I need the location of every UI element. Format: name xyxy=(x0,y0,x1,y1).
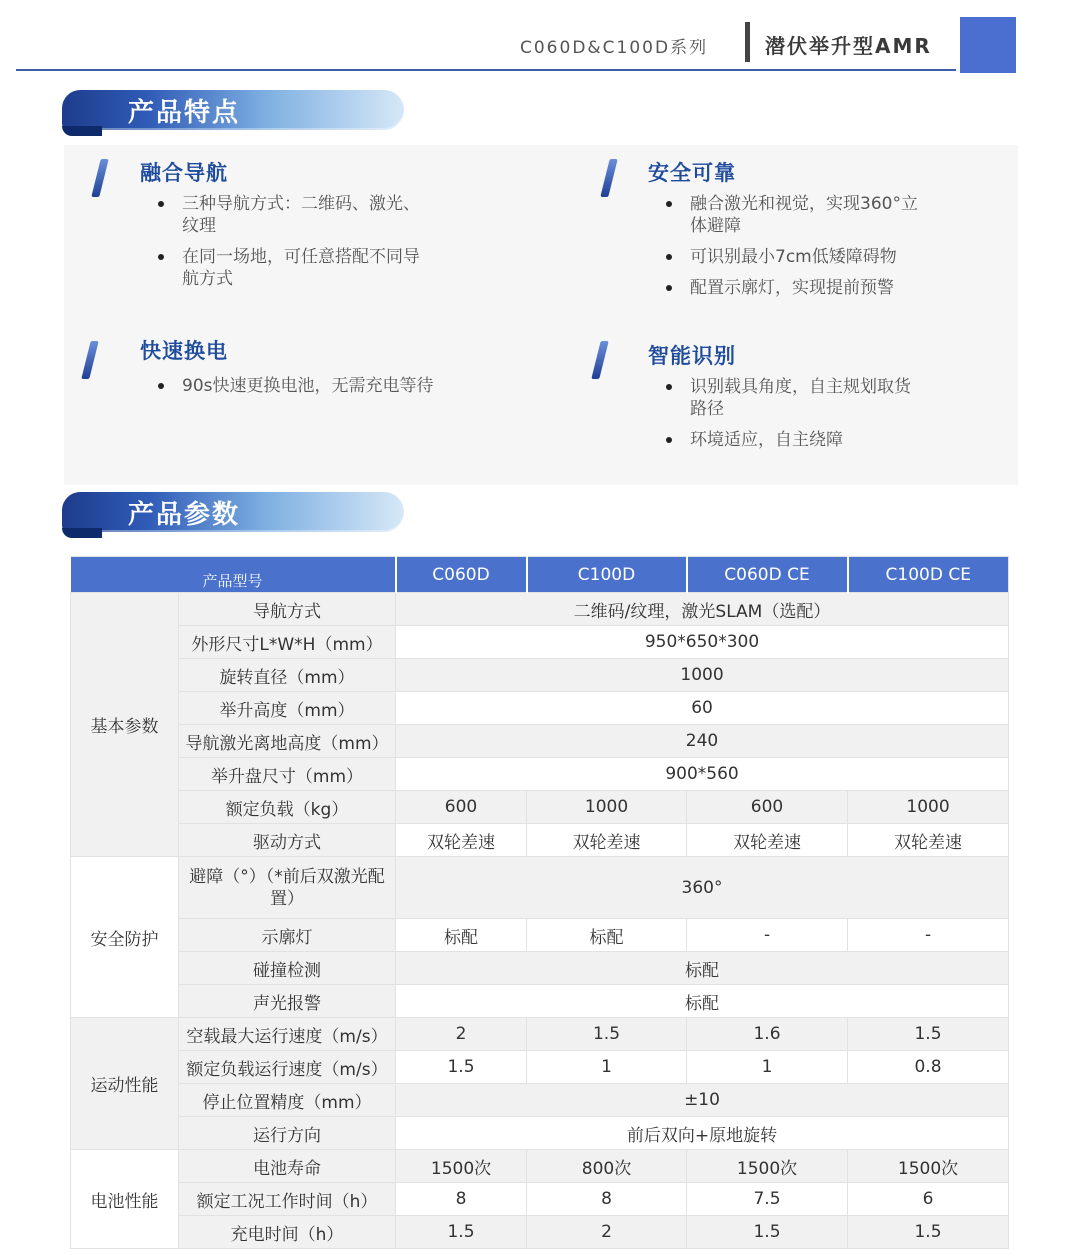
model-column-header: C100D xyxy=(527,557,687,593)
category-cell: 基本参数 xyxy=(71,593,179,857)
row-label: 额定负载（kg） xyxy=(179,791,396,824)
row-value: 950*650*300 xyxy=(396,626,1009,659)
features-section-title: 产品特点 xyxy=(128,98,241,128)
slash-icon xyxy=(591,341,608,379)
feature-list xyxy=(664,376,924,460)
row-label: 停止位置精度（mm） xyxy=(179,1084,396,1117)
row-value: 7.5 xyxy=(687,1183,848,1216)
model-column-header: C060D CE xyxy=(687,557,848,593)
row-value: 0.8 xyxy=(848,1051,1009,1084)
row-value: 1000 xyxy=(848,791,1009,824)
list-item: 三种导航方式：二维码、激光、纹理 xyxy=(156,193,426,237)
row-label: 电池寿命 xyxy=(179,1150,396,1183)
row-value: 1 xyxy=(527,1051,687,1084)
feature-title: 安全可靠 xyxy=(648,161,736,185)
feature-title: 快速换电 xyxy=(140,339,228,363)
feature-title: 智能识别 xyxy=(648,344,736,368)
row-label: 举升高度（mm） xyxy=(179,692,396,725)
row-value: 双轮差速 xyxy=(527,824,687,857)
table-row xyxy=(71,593,1009,626)
slash-icon xyxy=(91,159,108,197)
row-value: 1.6 xyxy=(687,1018,848,1051)
list-item: 环境适应，自主绕障 xyxy=(664,429,924,451)
row-label: 导航方式 xyxy=(179,593,396,626)
row-value: 前后双向+原地旋转 xyxy=(396,1117,1009,1150)
row-label: 示廓灯 xyxy=(179,919,396,952)
row-value: 60 xyxy=(396,692,1009,725)
table-row xyxy=(71,1051,1009,1084)
row-value: 1.5 xyxy=(527,1018,687,1051)
table-row xyxy=(71,791,1009,824)
feature-list xyxy=(156,193,426,299)
row-value: 1500次 xyxy=(848,1150,1009,1183)
list-item: 可识别最小7cm低矮障碍物 xyxy=(664,246,924,268)
row-value: 900*560 xyxy=(396,758,1009,791)
row-label: 碰撞检测 xyxy=(179,952,396,985)
table-row xyxy=(71,1150,1009,1183)
row-value: 1500次 xyxy=(687,1150,848,1183)
row-label: 额定负载运行速度（m/s） xyxy=(179,1051,396,1084)
row-value: 600 xyxy=(396,791,527,824)
table-row xyxy=(71,626,1009,659)
row-label: 声光报警 xyxy=(179,985,396,1018)
row-value: 800次 xyxy=(527,1150,687,1183)
row-label: 额定工况工作时间（h） xyxy=(179,1183,396,1216)
table-row xyxy=(71,1117,1009,1150)
header-separator xyxy=(745,22,750,62)
table-row xyxy=(71,952,1009,985)
row-value: 1000 xyxy=(527,791,687,824)
category-cell: 安全防护 xyxy=(71,857,179,1018)
row-value: ±10 xyxy=(396,1084,1009,1117)
list-item: 90s快速更换电池，无需充电等待 xyxy=(156,375,496,397)
features-panel xyxy=(64,145,1018,485)
row-value: 1500次 xyxy=(396,1150,527,1183)
table-header-row xyxy=(71,557,1009,593)
row-label: 空载最大运行速度（m/s） xyxy=(179,1018,396,1051)
table-row xyxy=(71,659,1009,692)
row-value: 1.5 xyxy=(848,1216,1009,1249)
params-banner xyxy=(62,492,404,532)
row-value: 8 xyxy=(396,1183,527,1216)
slash-icon xyxy=(600,159,617,197)
row-label: 导航激光离地高度（mm） xyxy=(179,725,396,758)
model-column-header: C100D CE xyxy=(848,557,1009,593)
row-value: 1.5 xyxy=(848,1018,1009,1051)
row-label: 举升盘尺寸（mm） xyxy=(179,758,396,791)
feature-list xyxy=(156,375,496,406)
row-value: 8 xyxy=(527,1183,687,1216)
row-value: 双轮差速 xyxy=(848,824,1009,857)
table-row xyxy=(71,1084,1009,1117)
params-section-title: 产品参数 xyxy=(128,500,241,530)
row-value: 1000 xyxy=(396,659,1009,692)
row-value: 标配 xyxy=(396,985,1009,1018)
table-row xyxy=(71,758,1009,791)
row-value: 双轮差速 xyxy=(396,824,527,857)
table-row xyxy=(71,725,1009,758)
row-value: 600 xyxy=(687,791,848,824)
list-item: 融合激光和视觉，实现360°立体避障 xyxy=(664,193,924,237)
spec-table xyxy=(70,556,1009,1249)
row-value: 360° xyxy=(396,857,1009,919)
row-value: 二维码/纹理，激光SLAM（选配） xyxy=(396,593,1009,626)
series-name: C060D&C100D系列 xyxy=(520,38,709,58)
table-row xyxy=(71,919,1009,952)
feature-title: 融合导航 xyxy=(140,161,228,185)
list-item: 识别载具角度，自主规划取货路径 xyxy=(664,376,924,420)
table-row xyxy=(71,692,1009,725)
header-accent-block xyxy=(960,17,1016,73)
row-label: 充电时间（h） xyxy=(179,1216,396,1249)
category-cell: 电池性能 xyxy=(71,1150,179,1249)
features-banner xyxy=(62,90,404,130)
row-value: 1 xyxy=(687,1051,848,1084)
feature-list xyxy=(664,193,924,308)
row-value: 6 xyxy=(848,1183,1009,1216)
table-row xyxy=(71,1018,1009,1051)
row-value: 2 xyxy=(527,1216,687,1249)
table-row xyxy=(71,985,1009,1018)
row-value: 双轮差速 xyxy=(687,824,848,857)
product-title: 潜伏举升型AMR xyxy=(765,34,932,58)
row-value: 1.5 xyxy=(396,1051,527,1084)
row-label: 旋转直径（mm） xyxy=(179,659,396,692)
slash-icon xyxy=(81,341,98,379)
row-label: 避障（°）（*前后双激光配置） xyxy=(179,857,396,919)
row-value: 1.5 xyxy=(396,1216,527,1249)
category-cell: 运动性能 xyxy=(71,1018,179,1150)
row-label: 运行方向 xyxy=(179,1117,396,1150)
row-value: 1.5 xyxy=(687,1216,848,1249)
row-value: 标配 xyxy=(396,952,1009,985)
table-row xyxy=(71,857,1009,919)
row-value: 标配 xyxy=(527,919,687,952)
table-row xyxy=(71,1183,1009,1216)
row-value: - xyxy=(848,919,1009,952)
row-value: 2 xyxy=(396,1018,527,1051)
list-item: 配置示廓灯，实现提前预警 xyxy=(664,277,924,299)
table-row xyxy=(71,824,1009,857)
row-value: 标配 xyxy=(396,919,527,952)
table-row xyxy=(71,1216,1009,1249)
model-header: 产品型号 xyxy=(71,557,396,593)
model-column-header: C060D xyxy=(396,557,527,593)
row-label: 驱动方式 xyxy=(179,824,396,857)
row-label: 外形尺寸L*W*H（mm） xyxy=(179,626,396,659)
list-item: 在同一场地，可任意搭配不同导航方式 xyxy=(156,246,426,290)
row-value: 240 xyxy=(396,725,1009,758)
row-value: - xyxy=(687,919,848,952)
header-rule xyxy=(16,69,956,71)
